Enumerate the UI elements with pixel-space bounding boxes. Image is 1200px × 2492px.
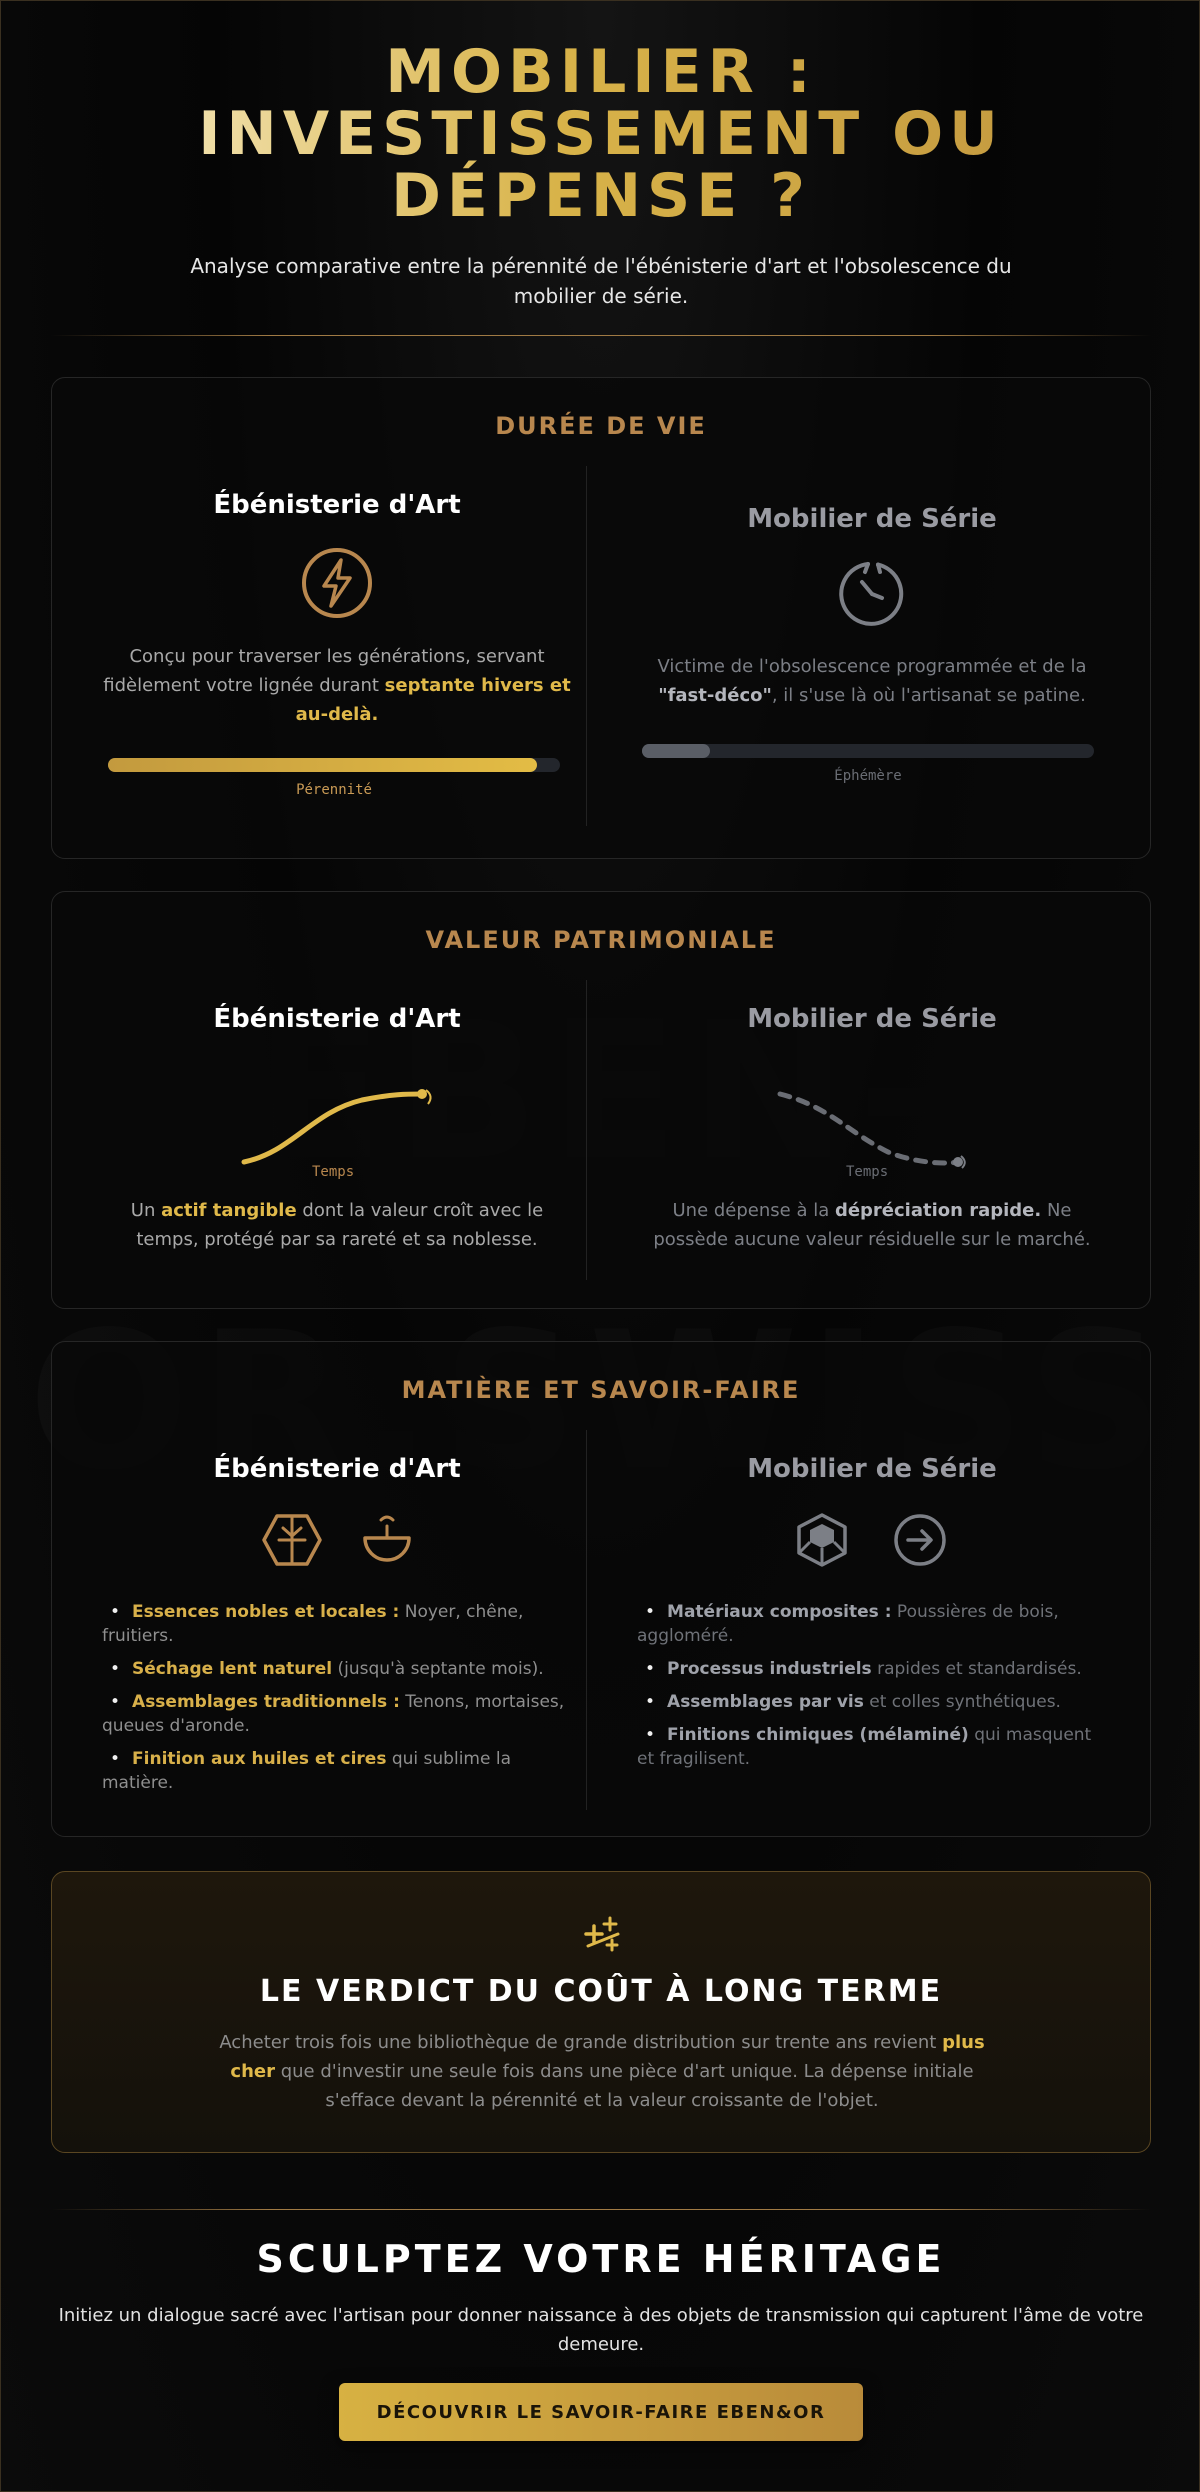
divider-bottom bbox=[51, 2209, 1151, 2210]
list-item: • Matériaux composites : Poussières de bois, aggloméré. bbox=[637, 1600, 1107, 1648]
sparkles-icon bbox=[582, 1912, 624, 1954]
col-ebenisterie bbox=[102, 490, 572, 729]
col-heading: Ébénisterie d'Art bbox=[213, 490, 461, 520]
col-serie-desc bbox=[637, 1196, 1107, 1254]
perennite-bar bbox=[108, 758, 560, 772]
materials-list bbox=[102, 1600, 572, 1795]
perennite-bar-label: Pérennité bbox=[296, 782, 372, 798]
col-heading: Mobilier de Série bbox=[747, 1454, 997, 1484]
col-description: Victime de l'obsolescence programmée et de la "fast-déco", il s'use là où l'artisanat se patine. bbox=[657, 656, 1087, 706]
column-divider bbox=[586, 980, 587, 1280]
verdict-card bbox=[51, 1871, 1151, 2153]
col-description: Conçu pour traverser les générations, servant fidèlement votre lignée durant septante hivers et au-delà. bbox=[103, 646, 571, 725]
value-growth-curve bbox=[232, 1082, 492, 1178]
list-item: • Séchage lent naturel (jusqu'à septante mois). bbox=[102, 1657, 572, 1681]
card-title: VALEUR PATRIMONIALE bbox=[425, 926, 777, 954]
page-title: MOBILIER : INVESTISSEMENT OU DÉPENSE ? bbox=[151, 41, 1051, 227]
col-heading: Mobilier de Série bbox=[747, 1004, 997, 1034]
cta-title: SCULPTEZ VOTRE HÉRITAGE bbox=[256, 2237, 946, 2281]
verdict-title: LE VERDICT DU COÛT À LONG TERME bbox=[259, 1974, 943, 2009]
ephemere-bar-fill bbox=[642, 744, 710, 758]
divider-top bbox=[51, 335, 1151, 336]
ephemere-bar-label: Éphémère bbox=[834, 768, 902, 784]
list-item: • Finitions chimiques (mélaminé) qui masquent et fragilisent. bbox=[637, 1723, 1107, 1771]
col-ebenisterie bbox=[102, 1004, 572, 1034]
col-heading: Mobilier de Série bbox=[747, 504, 997, 534]
ephemere-bar bbox=[642, 744, 1094, 758]
materials-list bbox=[637, 1600, 1107, 1771]
list-item: • Processus industriels rapides et standardisés. bbox=[637, 1657, 1107, 1681]
card-valeur-patrimoniale bbox=[51, 891, 1151, 1309]
card-matiere-savoir-faire bbox=[51, 1341, 1151, 1837]
cta-text: Initiez un dialogue sacré avec l'artisan pour donner naissance à des objets de transmission qui capturent l'âme de votre demeure. bbox=[58, 2305, 1144, 2355]
discover-savoir-faire-button[interactable]: DÉCOUVRIR LE SAVOIR-FAIRE EBEN&OR bbox=[339, 2383, 863, 2441]
column-divider bbox=[586, 466, 587, 826]
col-serie bbox=[637, 1454, 1107, 1780]
cube-icon bbox=[796, 1512, 848, 1572]
column-divider bbox=[586, 1430, 587, 1810]
time-axis-label: Temps bbox=[312, 1164, 355, 1180]
cta-section bbox=[1, 2237, 1200, 2423]
tree-hexagon-icon bbox=[261, 1512, 323, 1572]
icon-row bbox=[637, 1512, 1107, 1572]
perennite-bar-fill bbox=[108, 758, 537, 772]
bowl-icon bbox=[361, 1512, 413, 1572]
card-title: MATIÈRE ET SAVOIR-FAIRE bbox=[401, 1376, 801, 1404]
col-heading: Ébénisterie d'Art bbox=[213, 1004, 461, 1034]
col-serie bbox=[637, 504, 1107, 710]
card-title: DURÉE DE VIE bbox=[495, 412, 707, 440]
list-item: • Assemblages par vis et colles synthétiques. bbox=[637, 1690, 1107, 1714]
value-depreciation-curve bbox=[768, 1082, 1028, 1178]
time-axis-label: Temps bbox=[846, 1164, 889, 1180]
verdict-text: Acheter trois fois une bibliothèque de grande distribution sur trente ans revient plus cher que d'investir une seule fois dans une pièce d'art unique. La dépense initiale s'efface devant la pérennité et la valeur croissante de l'objet. bbox=[219, 2032, 985, 2111]
lightning-icon bbox=[300, 546, 374, 620]
list-item: • Finition aux huiles et cires qui sublime la matière. bbox=[102, 1747, 572, 1795]
col-ebenisterie bbox=[102, 1454, 572, 1804]
icon-row bbox=[102, 1512, 572, 1572]
col-serie bbox=[637, 1004, 1107, 1034]
card-duree-de-vie bbox=[51, 377, 1151, 859]
col-description: Une dépense à la dépréciation rapide. Ne possède aucune valeur résiduelle sur le marché. bbox=[653, 1200, 1091, 1250]
list-item: • Essences nobles et locales : Noyer, chêne, fruitiers. bbox=[102, 1600, 572, 1648]
hero bbox=[1, 37, 1200, 311]
col-heading: Ébénisterie d'Art bbox=[213, 1454, 461, 1484]
list-item: • Assemblages traditionnels : Tenons, mortaises, queues d'aronde. bbox=[102, 1690, 572, 1738]
col-ebenisterie-desc bbox=[102, 1196, 572, 1254]
page-subtitle: Analyse comparative entre la pérennité de l'ébénisterie d'art et l'obsolescence du mobilier de série. bbox=[190, 254, 1012, 308]
arrow-circle-icon bbox=[892, 1512, 948, 1572]
col-description: Un actif tangible dont la valeur croît avec le temps, protégé par sa rareté et sa noblesse. bbox=[130, 1200, 544, 1250]
broken-clock-icon bbox=[838, 560, 906, 628]
